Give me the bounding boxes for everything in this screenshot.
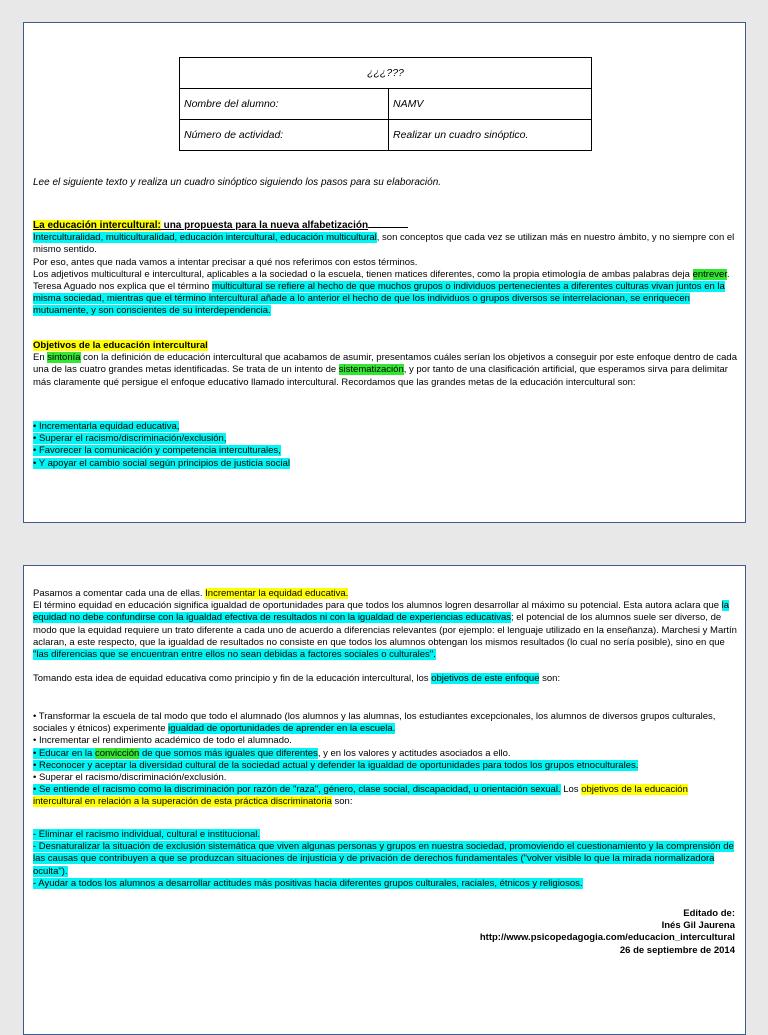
list-item: - Ayudar a todos los alumnos a desarrollar actitudes más positivas hacia diferentes grupos culturales, raciales, étnicos y religiosos. (33, 877, 583, 889)
list-item: • Educar en la convicción de que somos más iguales que diferentes, y en los valores y actitudes asociados a ello. (33, 747, 511, 759)
list-item: • Superar el racismo/discriminación/exclusión. (33, 772, 227, 784)
instruction: Lee el siguiente texto y realiza un cuadro sinóptico siguiendo los pasos para su elaboración. (33, 177, 442, 188)
table-value: NAMV (389, 89, 592, 120)
paragraph: En sintonía con la definición de educación intercultural que acabamos de asumir, presentamos cuáles serían los objetivos a conseguir por este enfoque dentro de cada una de las cuatro grandes metas identificadas. Se trata de un intento de sistematización, y por tanto de una clasificación artificial, que esperamos sirva para delimitar más claramente qué persigue el enfoque educativo llamado intercultural. Recordamos que las grandes metas de la educación intercultural son: (33, 352, 737, 388)
discrimination-list (33, 829, 738, 890)
section-title: Objetivos de la educación intercultural (33, 340, 208, 351)
signature-date: 26 de septiembre de 2014 (619, 944, 735, 956)
document-page-1 (23, 22, 746, 523)
document-page-2 (23, 565, 746, 1035)
list-item: • Transformar la escuela de tal modo que todo el alumnado (los alumnos y las alumnas, los estudiantes excepcionales, los alumnos de diversos grupos culturales, sociales y étnicos) experimente igualdad de oportunidades de aprender en la escuela. (33, 711, 716, 735)
list-item: • Y apoyar el cambio social según principios de justicia social (33, 457, 290, 469)
paragraph: Interculturalidad, multiculturalidad, educación intercultural, educación multicultural, son conceptos que cada vez se utilizan más en nuestro ámbito, y no siempre con el mismo sentido. (33, 232, 735, 256)
paragraph: El término equidad en educación significa igualdad de oportunidades para que todos los alumnos logren desarrollar al máximo su potencial. Esta autora aclara que la equidad no debe confundirse con la igualdad efectiva de resultados ni con la igualdad de experiencias educativas; el potencial de los alumnos suele ser diverso, de modo que la equidad requiere un trato diferente a cada uno de acuerdo a diferencias relevantes (por ejemplo: el lenguaje utilizado en la enseñanza). Marchesi y Martín aclaran, a este respecto, que la igualdad de resultados no consiste en que todos los alumnos obtengan los mismos resultados (lo cual no sería posible), sino en que "las diferencias que se encuentran entre ellos no sean debidas a factores sociales o culturales". (33, 600, 737, 661)
paragraph: Por eso, antes que nada vamos a intentar precisar a qué nos referimos con estos términos. (33, 256, 418, 268)
signature-line: Editado de: (683, 908, 735, 919)
paragraph: Tomando esta idea de equidad educativa como principio y fin de la educación intercultural, los objetivos de este enfoque son: (33, 673, 561, 685)
list-item: • Favorecer la comunicación y competencia interculturales, (33, 445, 281, 457)
list-item: - Desnaturalizar la situación de exclusión sistemática que viven algunas personas y grupos en nuestra sociedad, promoviendo el cuestionamiento y la comprensión de las causas que contribuyen a que se produzcan situaciones de injusticia y de privación de derechos fundamentales ("volver visible lo que la mirada normalizadora oculta"). (33, 841, 734, 877)
signature-line: Inés Gil Jaurena (661, 920, 735, 932)
list-item: - Eliminar el racismo individual, cultural e institucional. (33, 829, 261, 840)
signature-link[interactable]: http://www.psicopedagogia.com/educacion_intercultural (479, 932, 735, 944)
table-label: Nombre del alumno: (180, 89, 389, 120)
list-item: • Incrementarla equidad educativa, (33, 421, 180, 432)
list-item: • Reconocer y aceptar la diversidad cultural de la sociedad actual y defender la igualdad de oportunidades para todos los grupos etnoculturales. (33, 759, 639, 771)
signature-block (480, 908, 735, 957)
objectives-list (33, 711, 738, 809)
table-value: Realizar un cuadro sinóptico. (389, 120, 592, 151)
table-header: ¿¿¿??? (180, 58, 592, 89)
paragraph: Pasamos a comentar cada una de ellas. Incrementar la equidad educativa. (33, 588, 349, 599)
section-intro (33, 220, 738, 318)
section-objectives (33, 340, 738, 389)
section-title: La educación intercultural: una propuesta para la nueva alfabetización (33, 220, 738, 232)
section-equity (33, 588, 738, 685)
list-item: • Incrementar el rendimiento académico de todo el alumnado. (33, 735, 292, 747)
table-label: Número de actividad: (180, 120, 389, 151)
list-item: • Superar el racismo/discriminación/exclusión, (33, 433, 227, 445)
student-info-table (179, 57, 592, 151)
goals-list (33, 421, 738, 470)
paragraph: Los adjetivos multicultural e intercultural, aplicables a la sociedad o la escuela, tienen matices diferentes, como la propia etimología de ambas palabras deja entrever. Teresa Aguado nos explica que el término multicultural se refiere al hecho de que muchos grupos o individuos pertenecientes a diferentes culturas vivan juntos en la misma sociedad, mientras que el término intercultural añade a lo anterior el hecho de que los individuos o grupos diversos se interrelacionan, se enriquecen mutuamente, y son conscientes de su interdependencia. (33, 268, 730, 317)
list-item: • Se entiende el racismo como la discriminación por razón de "raza", género, clase social, discapacidad, u orientación sexual. Los objetivos de la educación intercultural en relación a la superación de esta práctica discriminatoria son: (33, 784, 688, 808)
